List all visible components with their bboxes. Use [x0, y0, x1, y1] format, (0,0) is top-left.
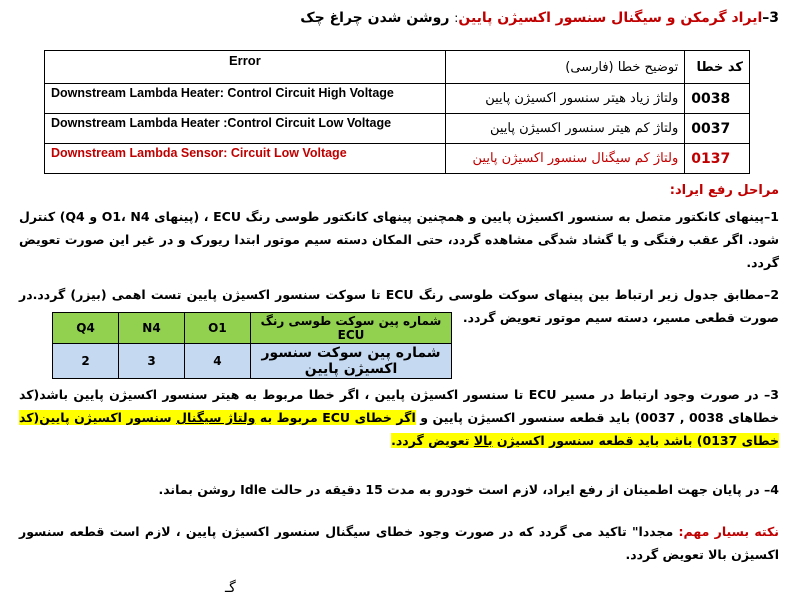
step-3-part-b: اگر خطای ECU مربوط به [255, 410, 416, 425]
error-code: 0137 [685, 144, 750, 174]
error-code-table [44, 50, 750, 174]
table-row [45, 114, 750, 144]
pin-ecu-q4: Q4 [53, 313, 119, 344]
step-3-part-f: تعویض گردد. [391, 433, 474, 448]
error-text: Downstream Lambda Heater: Control Circuit High Voltage [45, 84, 446, 114]
table-row [45, 144, 750, 174]
error-code: 0037 [685, 114, 750, 144]
error-description: ولتاژ کم سیگنال سنسور اکسیژن پایین [445, 144, 684, 174]
pin-sensor-3: 3 [119, 344, 185, 379]
pin-row-sensor [53, 344, 452, 379]
step-2-body: 2–مطابق جدول زیر ارتباط بین پینهای سوکت طوسی رنگ ECU تا سوکت سنسور اکسیژن پایین تست اهمی (بیزر) گردد.در صورت قطعی مسیر، دسته سیم موتور تعویض گردد. [19, 287, 780, 325]
cutoff-mark: گـ [225, 580, 236, 596]
note-label: نکته بسیار مهم: [678, 524, 779, 539]
title-separator: : [454, 11, 459, 25]
important-note [19, 520, 779, 566]
pin-row-ecu [53, 313, 452, 344]
header-error: Error [45, 51, 446, 84]
step-3-part-a: 3– در صورت وجود ارتباط در مسیر ECU تا سنسور اکسیژن پایین ، اگر خطا مربوط به هیتر سنسور اکسیژن پایین باشد(کد خطاهای 0038 , 0037) باید قطعه سنسور اکسیژن پایین و [19, 387, 779, 425]
title-number: 3– [762, 10, 779, 26]
pin-row-label-ecu: شماره پین سوکت طوسی رنگ ECU [251, 313, 452, 344]
step-3-part-d: سنسور اکسیژن پایین(کد خطای 0137) باشد باید قطعه سنسور اکسیژن [19, 410, 779, 448]
step-4-text: 4– در پایان جهت اطمینان از رفع ایراد، لازم است خودرو به مدت 15 دقیقه در حالت Idle روشن بماند. [158, 482, 779, 497]
step-3-part-c: ولتاژ سیگنال [176, 410, 256, 425]
pin-sensor-2: 2 [53, 344, 119, 379]
note-text: مجددا" تاکید می گردد که در صورت وجود خطای سیگنال سنسور اکسیژن پایین ، لازم است قطعه سنسور اکسیژن بالا تعویض گردد. [19, 524, 779, 562]
error-description: ولتاژ کم هیتر سنسور اکسیژن پایین [445, 114, 684, 144]
error-code: 0038 [685, 84, 750, 114]
pin-ecu-n4: N4 [119, 313, 185, 344]
pin-row-label-sensor: شماره پین سوکت سنسور اکسیژن پایین [251, 344, 452, 379]
step-1-text: 1–پینهای کانکتور متصل به سنسور اکسیژن پایین و همچنین پینهای کانکتور طوسی رنگ ECU ، (پینهای O1، N4 و Q4) کنترل شود. اگر عقب رفتگی و یا گشاد شدگی مشاهده گردد، حتی المکان دسته سیم موتور ابتدا ریورک و در غیر این صورت تعویض گردد. [19, 209, 779, 270]
title-rest: روشن شدن چراغ چک [300, 10, 455, 26]
error-text: Downstream Lambda Heater :Control Circuit Low Voltage [45, 114, 446, 144]
pin-sensor-4: 4 [184, 344, 250, 379]
step-3-part-e: بالا [473, 433, 493, 448]
header-description: توضیح خطا (فارسی) [445, 51, 684, 84]
error-description: ولتاژ زیاد هیتر سنسور اکسیژن پایین [445, 84, 684, 114]
title-red-text: ایراد گرمکن و سیگنال سنسور اکسیژن پایین [458, 10, 763, 26]
header-code: کد خطا [685, 51, 750, 84]
step-3-text [19, 383, 779, 452]
section-heading: مراحل رفع ایراد: [669, 183, 779, 198]
pin-table [52, 312, 452, 379]
pin-ecu-o1: O1 [184, 313, 250, 344]
page-title [19, 10, 779, 26]
error-text: Downstream Lambda Sensor: Circuit Low Voltage [45, 144, 446, 174]
table-row [45, 84, 750, 114]
table-header-row [45, 51, 750, 84]
